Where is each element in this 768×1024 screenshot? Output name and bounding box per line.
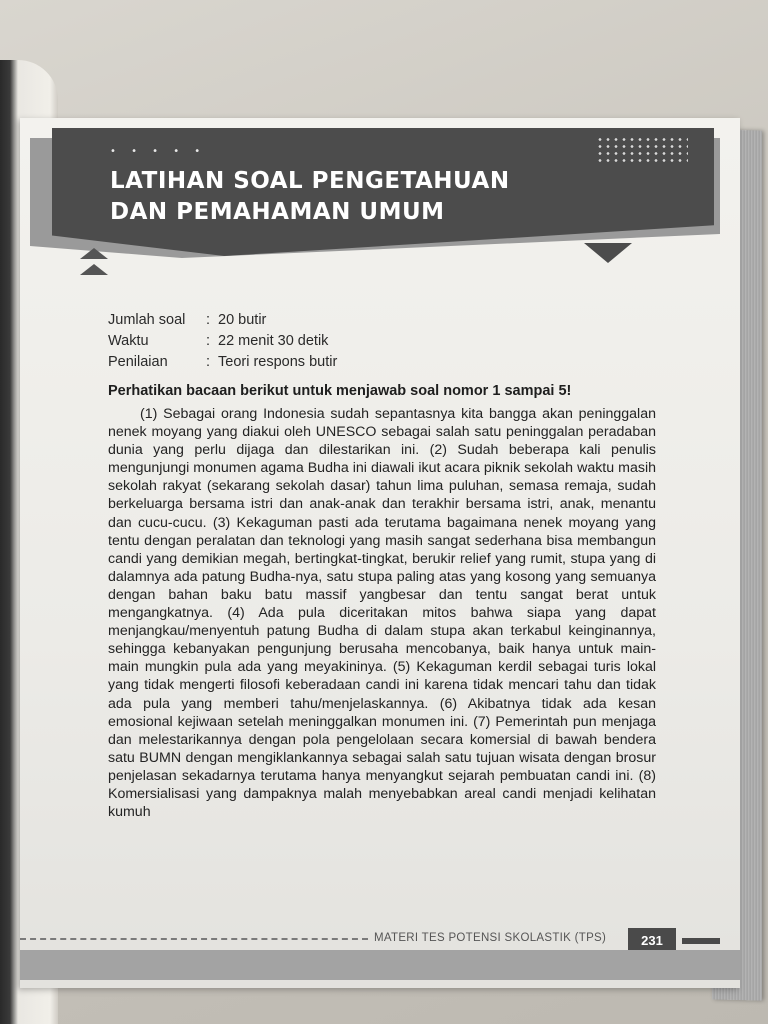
info-separator: : xyxy=(206,354,211,370)
triangle-down-icon xyxy=(584,243,632,263)
info-label: Jumlah soal xyxy=(108,312,186,328)
banner-dots: • • • • • xyxy=(110,146,207,157)
exam-info xyxy=(108,310,337,373)
title-line-1: LATIHAN SOAL PENGETAHUAN xyxy=(110,168,510,194)
instruction-text: Perhatikan bacaan berikut untuk menjawab soal nomor 1 sampai 5! xyxy=(108,383,572,399)
info-row-count xyxy=(108,310,337,331)
triangle-up-icon xyxy=(80,264,108,275)
info-value: 22 menit 30 detik xyxy=(218,333,329,349)
title-line-2: DAN PEMAHAMAN UMUM xyxy=(110,199,445,225)
info-label: Waktu xyxy=(108,333,149,349)
info-label: Penilaian xyxy=(108,354,168,370)
reading-passage: (1) Sebagai orang Indonesia sudah sepantasnya kita bangga akan peninggalan nenek moyang yang diakui oleh UNESCO sebagai salah satu peninggalan peradaban dunia yang perlu dijaga dan dilestarikan ini. (2) Sudah beberapa kali penulis mengunjungi monumen agama Budha ini diawali ikut acara piknik sekolah waktu masih sekolah rakyat (sekarang sekolah dasar) tahun lima puluhan, semasa remaja, sudah berkeluarga bersama istri dan anak-anak dan terakhir bersama istri, anak, menantu dan cucu-cucu. (3) Kekaguman pasti ada terutama bagaimana nenek moyang yang tentu dengan peralatan dan teknologi yang masih sangat sederhana bisa membangun candi yang demikian megah, bertingkat-tingkat, berukir relief yang rumit, stupa yang di dalamnya ada patung Budha-nya, satu stupa paling atas yang kosong yang semuanya dengan bahan baku batu massif yangbesar dan tentu sangat berat untuk mengangkatnya. (4) Ada pula diceritakan mitos bahwa siapa yang dapat menjangkau/menyentuh patung Budha di dalam stupa akan terkabul keinginannya, sehingga kebanyakan pengunjung berusaha mencobanya, baik hanya untuk main-main mungkin pula ada yang meyakininya. (5) Kekaguman kerdil sebagai turis lokal yang tidak mengerti filosofi keberadaan candi ini karena tidak mencari tahu dan tidak ada pula yang memberi tahu/menjelaskannya. (6) Akibatnya tidak ada kesan emosional kejiwaan setelah meninggalkan monumen ini. (7) Pemerintah pun menjaga dan melestarikannya dengan pola pengelolaan secara komersial di bawah bendera satu BUMN dengan mengiklankannya sebagai salah satu tujuan wisata dengan brosur penjelasan sekadarnya terutama hanya menyangkut sejarah pembuatan candi ini. (8) Komersialisasi yang dampaknya malah menyebabkan areal candi menjadi kelihatan kumuh xyxy=(108,406,656,821)
info-value: Teori respons butir xyxy=(218,354,338,370)
triangle-up-icon xyxy=(80,248,108,259)
info-separator: : xyxy=(206,333,211,349)
dot-grid-decoration xyxy=(596,136,688,162)
page-title xyxy=(110,166,610,228)
footer-strip xyxy=(20,950,740,980)
info-row-scoring xyxy=(108,352,337,373)
info-row-time xyxy=(108,331,337,352)
info-value: 20 butir xyxy=(218,312,267,328)
footer-label: MATERI TES POTENSI SKOLASTIK (TPS) xyxy=(374,932,607,944)
footer-bar xyxy=(682,938,720,944)
footer-dashed-line xyxy=(20,938,368,940)
info-separator: : xyxy=(206,312,211,328)
page-number: 231 xyxy=(628,928,676,954)
